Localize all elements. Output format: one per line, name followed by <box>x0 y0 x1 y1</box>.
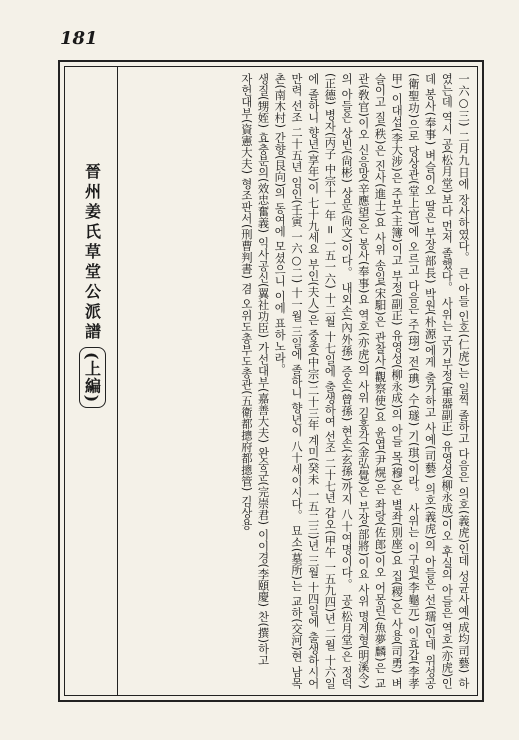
book-title <box>79 163 105 603</box>
book-title-text: 晉州姜氏草堂公派譜 <box>82 163 102 343</box>
paragraph-author: 생질(甥姪) 효충분의(效忠奮義) 익사공신(翼社功臣) 가선대부(嘉善大夫) 완숭군(完崇君) 이이경(李頤慶) 찬(撰)하고 <box>256 73 270 667</box>
column-divider <box>117 67 118 695</box>
paragraph-calligrapher: 자헌대부(資憲大夫) 형조판서(刑曹判書) 겸 오위도총부도총관(五衛都摠府都摠管) 김상용 <box>239 73 253 530</box>
body-text <box>123 73 471 689</box>
page-number: 181 <box>60 28 98 49</box>
page-frame-inner <box>64 66 478 696</box>
paragraph-main: 一六○三) 二月九日에 장사하였다。 큰 아들 인호(仁虎)는 일찍 졸하고 다음은 의호(義虎)인데 성균사예(成均司藝) 하였는데 역시 공(松月堂)보다 먼저 졸했다。 사위는 군기부정(軍器副正) 유영성(柳永成)이오 후실의 아들은 역호(亦虎)인데 봉사(奉事) 벼슬이오 딸은 부장(部長) 박원(朴源)에게 출가하고 사예(司藝) 의호(義虎)의 아들은 선(瓀)인데 위성공(衛聖功)으로 당상관(堂上官)에 오르고 다음은 주(珝) 전(琠) 수(璲) 기(琪)이라。 사위는 이구원(李龜元) 이효갑(李孝甲) 이대섭(李大涉)은 주부(主簿)이고 부정(副正) 유영성(柳永成)의 아들 목(穆)은 별좌(別座)요 집(稷)은 사용(司勇) 벼슬이고 질(秩)은 진사(進士)요 사위 송일(宋馹)은 관찰사(觀察使)요 윤엽(尹熀)은 좌랑(佐郎)이오 어몽린(魚夢麟)은 교관(敎官)이오 신응망(辛應望)은 봉사(奉事)요 역호(亦虎)의 사위 김홍각(金弘覺)은 부장(部將)이요 사위 명계형(明溪令)의 아들은 상빈(尙彬) 상문(尙文)이다。 내외손(內外孫) 증손(曾孫) 현손(玄孫)까지 八十여명이다。 공(松月堂)은 정덕(正德) 병자(丙子 中宗十一年 = 一五一六) 十二월 十七일에 출생하여 선조 二十七년 갑오(甲午 一五九四)년 二월 十六일에 졸하니 향년(享年)이 七十九세요 부인(夫人)은 중종(中宗)二十三年 계미(癸未 一五二三)년 三월 十四일에 출생하시어 만력 선조 二十五년 임인(壬寅 一六○二) 十一월 三일에 졸하니 향년이 八十세이시다。 묘소(墓所)는 교하(交河)현 남목촌(南木村) 간향(艮向)의 동여에 모셨으니 이에 표하노라。 <box>273 73 470 689</box>
page-frame <box>58 60 484 702</box>
edition-label: (上編) <box>79 347 106 408</box>
